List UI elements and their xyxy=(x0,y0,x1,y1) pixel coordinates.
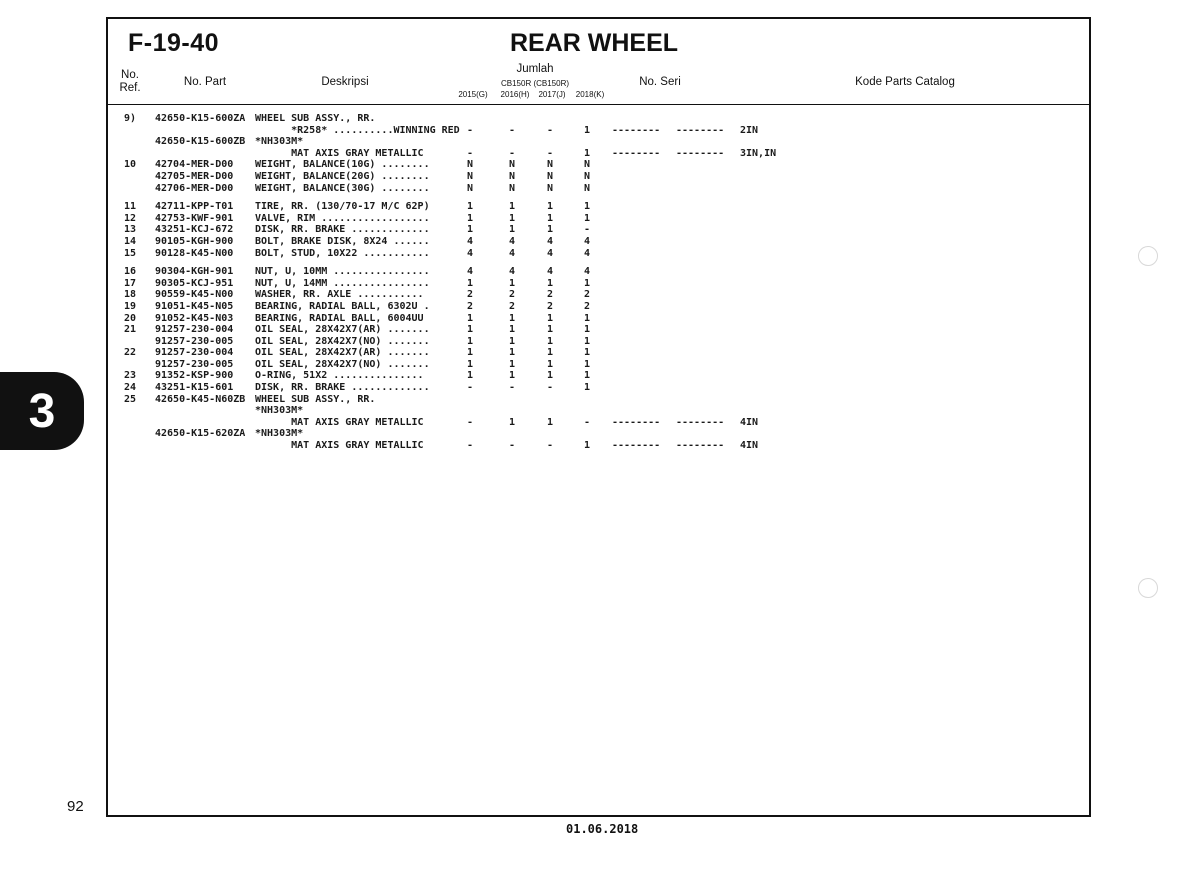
qty-2017-cell: 1 xyxy=(546,224,554,236)
qty-2015-cell: 4 xyxy=(466,235,474,247)
qty-2016-cell: 2 xyxy=(508,289,516,301)
serial-to-cell: -------- xyxy=(676,147,725,159)
qty-2015-cell: 1 xyxy=(466,370,474,382)
qty-2017-cell: 1 xyxy=(546,312,554,324)
qty-2017-cell: 1 xyxy=(546,324,554,336)
part-number-cell: 43251-KCJ-672 xyxy=(155,224,234,236)
qty-2016-cell: N xyxy=(508,170,516,182)
qty-2016-cell: - xyxy=(508,382,516,394)
part-number-cell: 42753-KWF-901 xyxy=(155,212,234,224)
qty-2015-cell: 2 xyxy=(466,300,474,312)
qty-2017-cell: 1 xyxy=(546,277,554,289)
description-cell: OIL SEAL, 28X42X7(NO) ....... xyxy=(255,358,430,370)
catalog-code-cell: 3IN,IN xyxy=(740,147,777,159)
qty-2017-cell: N xyxy=(546,182,554,194)
description-cell: *R258* ..........WINNING RED xyxy=(255,124,460,136)
description-cell: *NH303M* xyxy=(255,428,304,440)
qty-2017-cell: 2 xyxy=(546,300,554,312)
table-row xyxy=(0,201,1200,213)
header-rule xyxy=(106,104,1091,105)
description-cell: *NH303M* xyxy=(255,405,304,417)
col-no-part-header: No. Part xyxy=(183,76,227,88)
page-number: 92 xyxy=(67,798,84,815)
qty-2018-cell: 4 xyxy=(583,247,591,259)
qty-2018-cell: 2 xyxy=(583,300,591,312)
qty-2018-cell: 1 xyxy=(583,335,591,347)
description-cell: NUT, U, 10MM ................ xyxy=(255,266,430,278)
part-number-cell: 91257-230-004 xyxy=(155,347,234,359)
qty-2016-cell: 2 xyxy=(508,300,516,312)
qty-2015-cell: - xyxy=(466,124,474,136)
ref-cell: 13 xyxy=(123,224,137,236)
table-row xyxy=(0,266,1200,278)
description-cell: VALVE, RIM .................. xyxy=(255,212,430,224)
table-row xyxy=(0,125,1200,137)
part-number-cell: 90305-KCJ-951 xyxy=(155,277,234,289)
qty-2015-cell: N xyxy=(466,182,474,194)
ref-cell: 10 xyxy=(123,159,137,171)
qty-2017-cell: - xyxy=(546,440,554,452)
part-number-cell: 43251-K15-601 xyxy=(155,382,234,394)
qty-2018-cell: 4 xyxy=(583,266,591,278)
qty-2018-cell: 1 xyxy=(583,440,591,452)
col-year-2018: 2018(K) xyxy=(575,90,605,99)
qty-2015-cell: 4 xyxy=(466,266,474,278)
description-cell: BEARING, RADIAL BALL, 6302U . xyxy=(255,300,430,312)
binder-hole-icon xyxy=(1138,246,1158,266)
qty-2016-cell: 1 xyxy=(508,212,516,224)
qty-2017-cell: N xyxy=(546,170,554,182)
table-row xyxy=(0,171,1200,183)
ref-cell: 9) xyxy=(123,113,137,124)
qty-2017-cell: 1 xyxy=(546,335,554,347)
part-number-cell: 42650-K45-N60ZB xyxy=(155,393,246,405)
table-row xyxy=(0,347,1200,359)
qty-2017-cell: N xyxy=(546,159,554,171)
table-row xyxy=(0,113,1200,125)
serial-to-cell: -------- xyxy=(676,440,725,452)
page-title: REAR WHEEL xyxy=(510,29,679,57)
qty-2017-cell: 1 xyxy=(546,212,554,224)
qty-2018-cell: 1 xyxy=(583,312,591,324)
qty-2015-cell: N xyxy=(466,159,474,171)
qty-2017-cell: 1 xyxy=(546,347,554,359)
ref-cell: 11 xyxy=(123,201,137,213)
qty-2015-cell: 1 xyxy=(466,347,474,359)
qty-2015-cell: 1 xyxy=(466,201,474,213)
qty-2018-cell: 1 xyxy=(583,212,591,224)
part-number-cell: 42704-MER-D00 xyxy=(155,159,234,171)
description-cell: OIL SEAL, 28X42X7(AR) ....... xyxy=(255,347,430,359)
col-jumlah-header: Jumlah xyxy=(516,63,554,75)
qty-2016-cell: - xyxy=(508,147,516,159)
description-cell: DISK, RR. BRAKE ............. xyxy=(255,224,430,236)
qty-2016-cell: 1 xyxy=(508,277,516,289)
description-cell: BEARING, RADIAL BALL, 6004UU xyxy=(255,312,424,324)
part-number-cell: 91052-K45-N03 xyxy=(155,312,234,324)
qty-2018-cell: N xyxy=(583,170,591,182)
col-kode-header: Kode Parts Catalog xyxy=(855,76,955,88)
qty-2015-cell: 1 xyxy=(466,324,474,336)
footer-date: 01.06.2018 xyxy=(566,822,639,836)
table-row xyxy=(0,278,1200,290)
page-code: F-19-40 xyxy=(128,29,220,57)
col-year-2017: 2017(J) xyxy=(538,90,566,99)
qty-2016-cell: 1 xyxy=(508,370,516,382)
qty-2016-cell: 4 xyxy=(508,266,516,278)
qty-2016-cell: 1 xyxy=(508,224,516,236)
section-tab: 3 xyxy=(0,372,84,450)
part-number-cell: 91352-KSP-900 xyxy=(155,370,234,382)
description-cell: WEIGHT, BALANCE(10G) ........ xyxy=(255,159,430,171)
qty-2016-cell: N xyxy=(508,182,516,194)
qty-2018-cell: 1 xyxy=(583,370,591,382)
qty-2016-cell: 1 xyxy=(508,416,516,428)
ref-cell: 19 xyxy=(123,300,137,312)
row-spacer xyxy=(0,194,1200,201)
table-row xyxy=(0,289,1200,301)
qty-2017-cell: - xyxy=(546,382,554,394)
ref-cell: 22 xyxy=(123,347,137,359)
serial-from-cell: -------- xyxy=(612,440,661,452)
description-cell: NUT, U, 14MM ................ xyxy=(255,277,430,289)
part-number-cell: 90559-K45-N00 xyxy=(155,289,234,301)
ref-cell: 16 xyxy=(123,266,137,278)
table-row xyxy=(0,301,1200,313)
qty-2017-cell: 1 xyxy=(546,201,554,213)
qty-2016-cell: 1 xyxy=(508,201,516,213)
description-cell: WHEEL SUB ASSY., RR. xyxy=(255,113,376,124)
table-row xyxy=(0,159,1200,171)
description-cell: O-RING, 51X2 ............... xyxy=(255,370,424,382)
description-cell: OIL SEAL, 28X42X7(NO) ....... xyxy=(255,335,430,347)
qty-2017-cell: - xyxy=(546,147,554,159)
qty-2015-cell: 4 xyxy=(466,247,474,259)
qty-2017-cell: 4 xyxy=(546,266,554,278)
serial-from-cell: -------- xyxy=(612,124,661,136)
table-row xyxy=(0,382,1200,394)
qty-2015-cell: N xyxy=(466,170,474,182)
qty-2015-cell: 1 xyxy=(466,335,474,347)
description-cell: WEIGHT, BALANCE(20G) ........ xyxy=(255,170,430,182)
qty-2018-cell: N xyxy=(583,182,591,194)
qty-2018-cell: - xyxy=(583,416,591,428)
col-no-seri-header: No. Seri xyxy=(639,76,681,88)
table-row xyxy=(0,313,1200,325)
table-row xyxy=(0,394,1200,406)
qty-2018-cell: 1 xyxy=(583,358,591,370)
catalog-code-cell: 2IN xyxy=(740,124,759,136)
table-row xyxy=(0,405,1200,417)
table-row xyxy=(0,213,1200,225)
ref-cell: 25 xyxy=(123,393,137,405)
description-cell: WASHER, RR. AXLE ........... xyxy=(255,289,424,301)
qty-2018-cell: 2 xyxy=(583,289,591,301)
part-number-cell: 91257-230-005 xyxy=(155,335,234,347)
serial-to-cell: -------- xyxy=(676,124,725,136)
ref-cell: 14 xyxy=(123,235,137,247)
table-row xyxy=(0,236,1200,248)
row-spacer xyxy=(0,259,1200,266)
col-no-ref-header: No. Ref. xyxy=(119,69,141,94)
qty-2017-cell: 1 xyxy=(546,358,554,370)
qty-2016-cell: 1 xyxy=(508,335,516,347)
table-row xyxy=(0,248,1200,260)
qty-2016-cell: 1 xyxy=(508,358,516,370)
qty-2017-cell: 1 xyxy=(546,416,554,428)
qty-2015-cell: 1 xyxy=(466,212,474,224)
qty-2016-cell: N xyxy=(508,159,516,171)
description-cell: WEIGHT, BALANCE(30G) ........ xyxy=(255,182,430,194)
table-row xyxy=(0,336,1200,348)
table-row xyxy=(0,136,1200,148)
qty-2018-cell: 1 xyxy=(583,201,591,213)
qty-2018-cell: - xyxy=(583,224,591,236)
qty-2018-cell: 1 xyxy=(583,324,591,336)
catalog-code-cell: 4IN xyxy=(740,440,759,452)
part-number-cell: 90128-K45-N00 xyxy=(155,247,234,259)
qty-2018-cell: 1 xyxy=(583,147,591,159)
table-row xyxy=(0,370,1200,382)
ref-cell: 18 xyxy=(123,289,137,301)
table-row xyxy=(0,224,1200,236)
qty-2017-cell: 4 xyxy=(546,247,554,259)
qty-2016-cell: - xyxy=(508,440,516,452)
qty-2015-cell: 2 xyxy=(466,289,474,301)
part-number-cell: 42650-K15-600ZB xyxy=(155,136,246,148)
qty-2015-cell: 1 xyxy=(466,277,474,289)
qty-2018-cell: N xyxy=(583,159,591,171)
ref-cell: 12 xyxy=(123,212,137,224)
description-cell: BOLT, BRAKE DISK, 8X24 ...... xyxy=(255,235,430,247)
col-models-header: CB150R (CB150R) xyxy=(500,79,570,88)
qty-2017-cell: - xyxy=(546,124,554,136)
table-row xyxy=(0,183,1200,195)
table-row xyxy=(0,417,1200,429)
ref-cell: 20 xyxy=(123,312,137,324)
qty-2016-cell: 1 xyxy=(508,324,516,336)
part-number-cell: 42650-K15-620ZA xyxy=(155,428,246,440)
qty-2018-cell: 1 xyxy=(583,347,591,359)
col-year-2016: 2016(H) xyxy=(500,90,530,99)
description-cell: MAT AXIS GRAY METALLIC xyxy=(255,440,424,452)
qty-2018-cell: 4 xyxy=(583,235,591,247)
table-row xyxy=(0,324,1200,336)
qty-2016-cell: 1 xyxy=(508,312,516,324)
qty-2015-cell: 1 xyxy=(466,312,474,324)
description-cell: BOLT, STUD, 10X22 ........... xyxy=(255,247,430,259)
part-number-cell: 90105-KGH-900 xyxy=(155,235,234,247)
part-number-cell: 91051-K45-N05 xyxy=(155,300,234,312)
qty-2015-cell: 1 xyxy=(466,358,474,370)
description-cell: DISK, RR. BRAKE ............. xyxy=(255,382,430,394)
qty-2018-cell: 1 xyxy=(583,124,591,136)
description-cell: *NH303M* xyxy=(255,136,304,148)
table-row xyxy=(0,359,1200,371)
description-cell: TIRE, RR. (130/70-17 M/C 62P) xyxy=(255,201,430,213)
col-deskripsi-header: Deskripsi xyxy=(321,76,369,88)
qty-2018-cell: 1 xyxy=(583,277,591,289)
ref-cell: 23 xyxy=(123,370,137,382)
part-number-cell: 42706-MER-D00 xyxy=(155,182,234,194)
part-number-cell: 42711-KPP-T01 xyxy=(155,201,234,213)
qty-2016-cell: 4 xyxy=(508,235,516,247)
serial-from-cell: -------- xyxy=(612,416,661,428)
ref-cell: 17 xyxy=(123,277,137,289)
qty-2018-cell: 1 xyxy=(583,382,591,394)
part-number-cell: 91257-230-005 xyxy=(155,358,234,370)
part-number-cell: 42705-MER-D00 xyxy=(155,170,234,182)
ref-cell: 15 xyxy=(123,247,137,259)
table-row xyxy=(0,440,1200,452)
qty-2017-cell: 2 xyxy=(546,289,554,301)
qty-2015-cell: 1 xyxy=(466,224,474,236)
ref-cell: 21 xyxy=(123,324,137,336)
description-cell: WHEEL SUB ASSY., RR. xyxy=(255,393,376,405)
qty-2015-cell: - xyxy=(466,382,474,394)
catalog-code-cell: 4IN xyxy=(740,416,759,428)
serial-from-cell: -------- xyxy=(612,147,661,159)
description-cell: MAT AXIS GRAY METALLIC xyxy=(255,416,424,428)
binder-hole-icon xyxy=(1138,578,1158,598)
qty-2017-cell: 1 xyxy=(546,370,554,382)
qty-2015-cell: - xyxy=(466,147,474,159)
qty-2016-cell: 4 xyxy=(508,247,516,259)
part-number-cell: 42650-K15-600ZA xyxy=(155,113,246,124)
serial-to-cell: -------- xyxy=(676,416,725,428)
description-cell: MAT AXIS GRAY METALLIC xyxy=(255,147,424,159)
part-number-cell: 91257-230-004 xyxy=(155,324,234,336)
qty-2016-cell: - xyxy=(508,124,516,136)
table-row xyxy=(0,428,1200,440)
parts-list xyxy=(0,113,1200,452)
description-cell: OIL SEAL, 28X42X7(AR) ....... xyxy=(255,324,430,336)
ref-cell: 24 xyxy=(123,382,137,394)
qty-2015-cell: - xyxy=(466,440,474,452)
col-year-2015: 2015(G) xyxy=(458,90,488,99)
part-number-cell: 90304-KGH-901 xyxy=(155,266,234,278)
qty-2017-cell: 4 xyxy=(546,235,554,247)
qty-2015-cell: - xyxy=(466,416,474,428)
qty-2016-cell: 1 xyxy=(508,347,516,359)
table-row xyxy=(0,148,1200,160)
